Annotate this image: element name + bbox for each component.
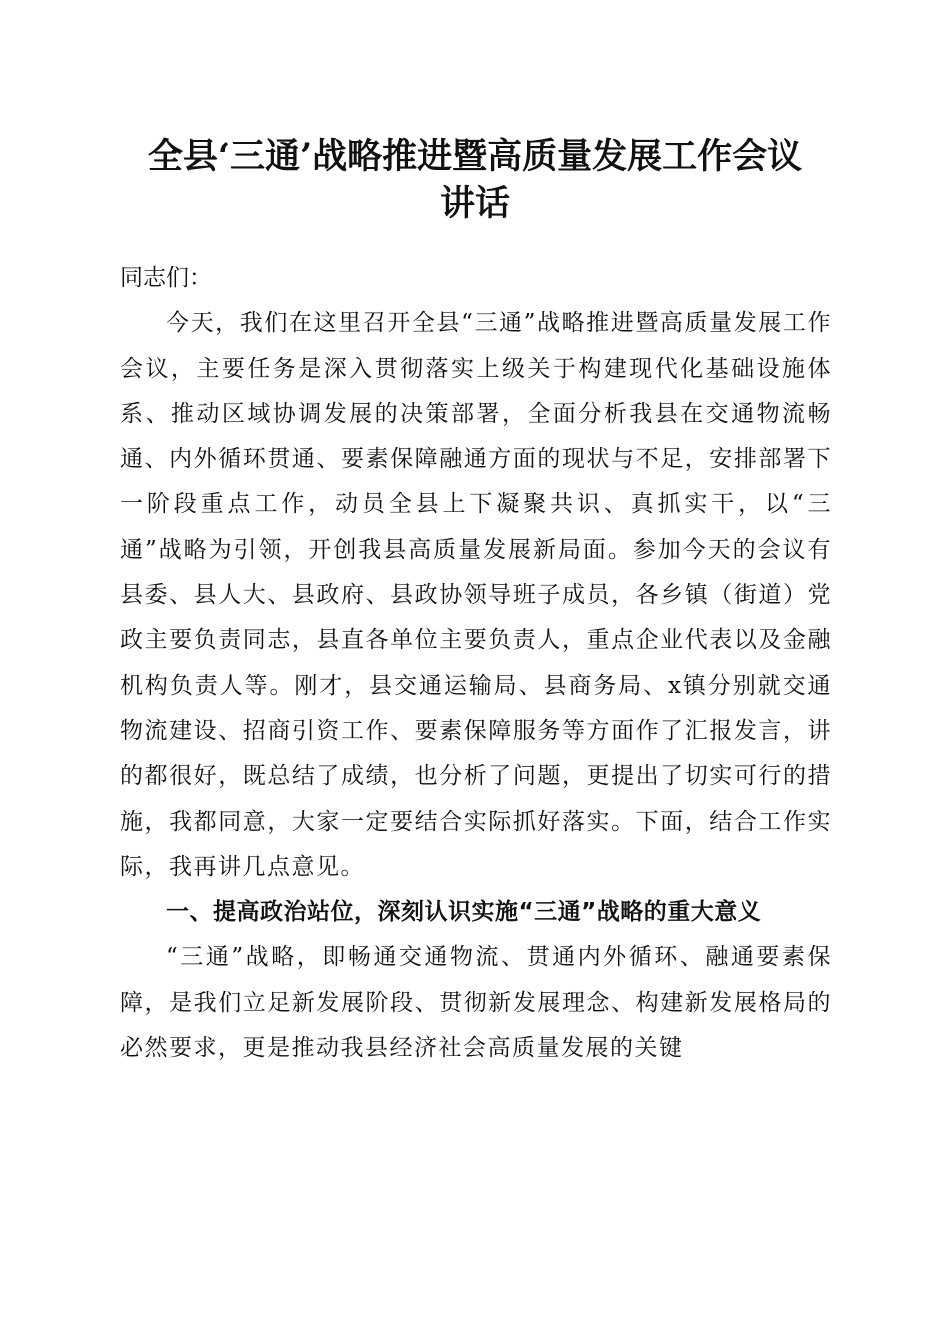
document-body	[120, 256, 832, 1071]
opening-paragraph: 今天，我们在这里召开全县“三通”战略推进暨高质量发展工作会议，主要任务是深入贯彻落实上级关于构建现代化基础设施体系、推动区域协调发展的决策部署，全面分析我县在交通物流畅通、内外循环贯通、要素保障融通方面的现状与不足，安排部署下一阶段重点工作，动员全县上下凝聚共识、真抓实干，以“三通”战略为引领，开创我县高质量发展新局面。参加今天的会议有县委、县人大、县政府、县政协领导班子成员，各乡镇（街道）党政主要负责同志，县直各单位主要负责人，重点企业代表以及金融机构负责人等。刚才，县交通运输局、县商务局、x镇分别就交通物流建设、招商引资工作、要素保障服务等方面作了汇报发言，讲的都很好，既总结了成绩，也分析了问题，更提出了切实可行的措施，我都同意，大家一定要结合实际抓好落实。下面，结合工作实际，我再讲几点意见。	[120, 310, 832, 880]
title-line-1: 全县‘三通’战略推进暨高质量发展工作会议	[147, 136, 803, 177]
salutation: 同志们：	[120, 265, 212, 291]
document-title	[110, 133, 840, 227]
section-paragraph: “三通”战略，即畅通交通物流、贯通内外循环、融通要素保障，是我们立足新发展阶段、贯彻新发展理念、构建新发展格局的必然要求，更是推动我县经济社会高质量发展的关键	[120, 944, 832, 1062]
section-heading: 一、提高政治站位，深刻认识实施“三通”战略的重大意义	[166, 899, 762, 926]
title-line-2: 讲话	[439, 183, 510, 224]
